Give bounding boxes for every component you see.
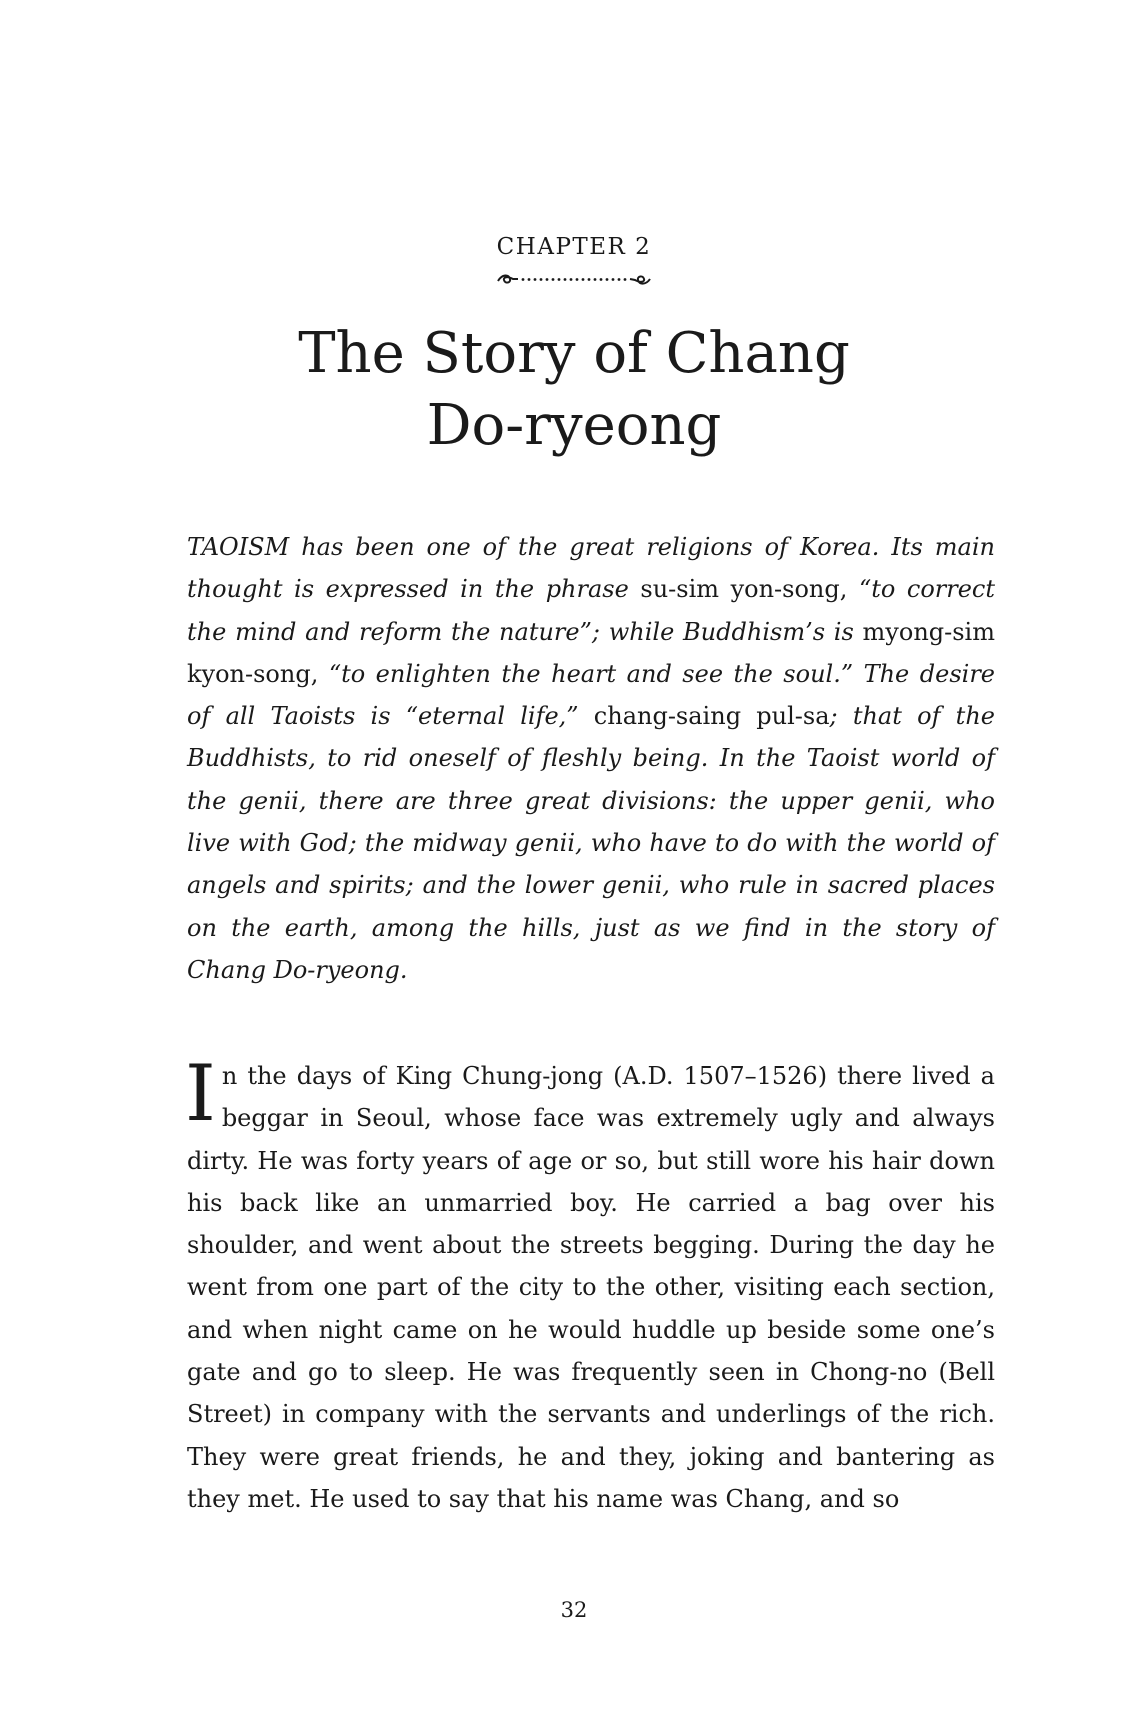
scroll-flourish-icon — [494, 270, 654, 288]
epigraph-text: “to correct the mind and reform the nature”; while Buddhism’s is — [187, 575, 996, 646]
epigraph-text: ; that of the Buddhists, to rid oneself of fleshly being. In the Taoist world of the genii, there are three great divisions: the upper genii, who live with God; the midway genii, who have to do with the world of angels and spirits; and the lower genii, who rule in sacred places on the earth, among the hills, just as we find in the story of Chang Do-ryeong. — [187, 702, 995, 984]
chapter-title-line-1: The Story of Chang — [298, 321, 850, 386]
epigraph — [187, 526, 995, 991]
epigraph-text: TAOISM has been one of the great religions of Korea. Its main thought is expressed in the phrase — [187, 533, 995, 604]
chapter-title — [0, 318, 1148, 462]
epigraph-term: myong-sim kyon-song, — [187, 617, 995, 688]
body-paragraph-text: n the days of King Chung-jong (A.D. 1507–1526) there lived a beggar in Seoul, whose face was extremely ugly and always dirty. He was forty years of age or so, but still wore his hair down his back like an unmarried boy. He carried a bag over his shoulder, and went about the streets begging. During the day he went from one part of the city to the other, visiting each section, and when night came on he would huddle up beside some one’s gate and go to sleep. He was frequently seen in Chong-no (Bell Street) in company with the servants and underlings of the rich. They were great friends, he and they, joking and bantering as they met. He used to say that his name was Chang, and so — [187, 1062, 995, 1513]
drop-cap: I — [185, 1049, 216, 1139]
ornament-divider — [0, 270, 1148, 291]
chapter-label: CHAPTER 2 — [496, 234, 652, 260]
page-number: 32 — [560, 1598, 588, 1622]
epigraph-term: su-sim yon-song, — [640, 575, 848, 604]
chapter-title-line-2: Do-ryeong — [426, 393, 722, 458]
body-paragraph — [185, 1049, 995, 1520]
epigraph-term: chang-saing pul-sa — [593, 702, 830, 731]
epigraph-text: “to enlighten the heart and see the soul.” The desire of all Taoists is “eternal life,” — [187, 659, 995, 731]
